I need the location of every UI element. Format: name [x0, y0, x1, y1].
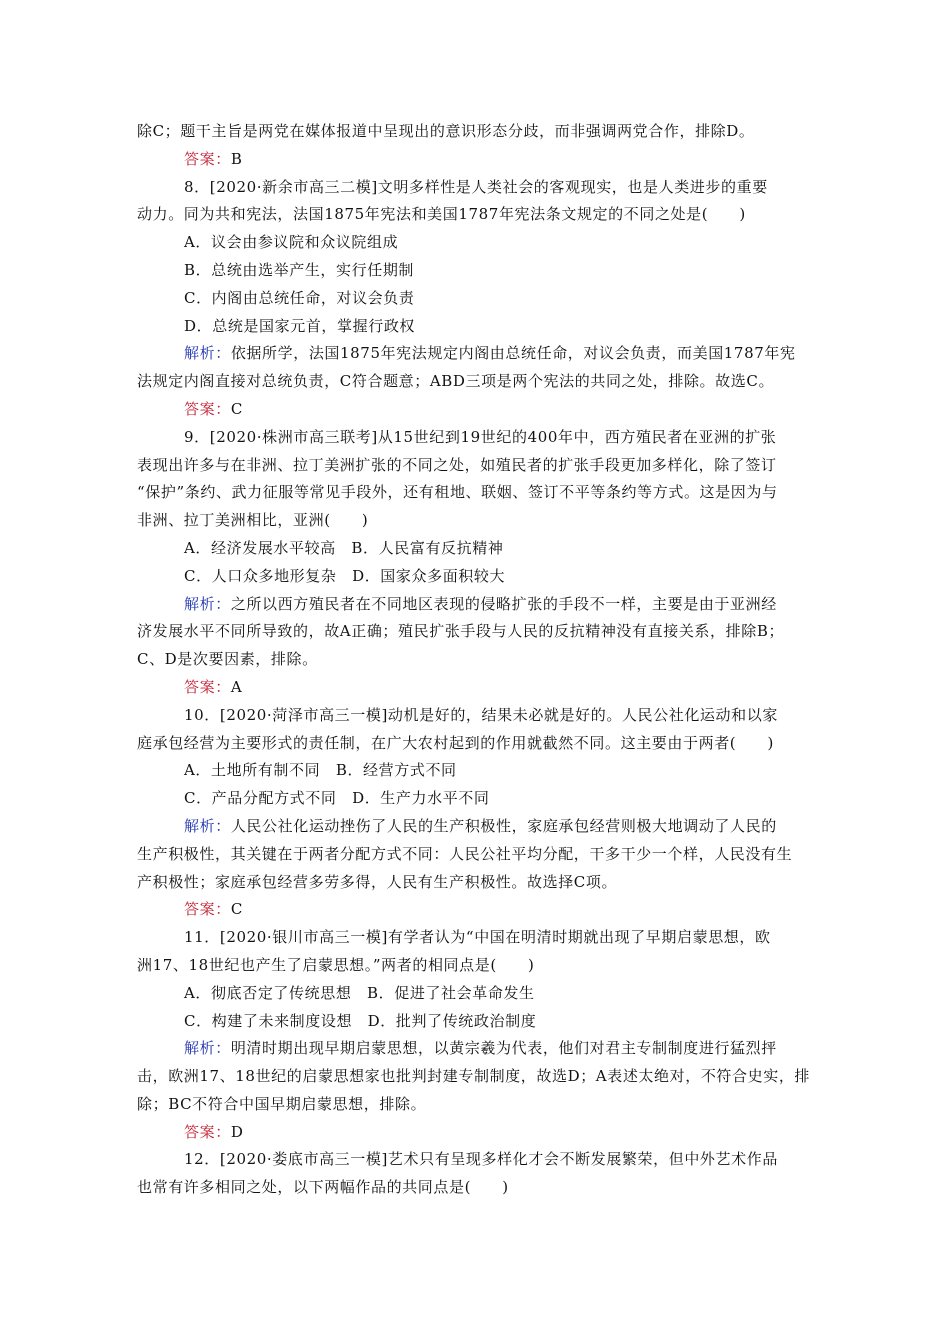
question-8-option-a: A．议会由参议院和众议院组成 — [184, 233, 399, 252]
question-11-stem-line-1: 11．[2020·银川市高三一模]有学者认为“中国在明清时期就出现了早期启蒙思想，欧 — [184, 928, 771, 947]
analysis-text: 之所以西方殖民者在不同地区表现的侵略扩张的手段不一样，主要是由于亚洲经 — [230, 594, 777, 613]
answer-label: 答案： — [184, 399, 231, 418]
answer-value: C — [230, 399, 243, 418]
question-10-analysis-line-3: 产积极性；家庭承包经营多劳多得，人民有生产积极性。故选择C项。 — [137, 872, 618, 891]
answer-line — [137, 146, 817, 174]
question-11-stem-line-2: 洲17、18世纪也产生了启蒙思想。”两者的相同点是( ) — [137, 955, 535, 974]
question-9-analysis-line-1 — [137, 591, 817, 619]
question-8-analysis-line-1 — [137, 340, 817, 368]
question-8-stem-line-1: 8．[2020·新余市高三二模]文明多样性是人类社会的客观现实，也是人类进步的重要 — [184, 177, 768, 196]
analysis-label: 解析： — [184, 344, 231, 363]
analysis-label: 解析： — [184, 1039, 231, 1058]
answer-value: B — [230, 149, 243, 168]
previous-question-tail: 除C；题干主旨是两党在媒体报道中呈现出的意识形态分歧，而非强调两党合作，排除D。 — [137, 122, 755, 140]
question-9-answer — [137, 674, 817, 702]
question-9-stem-line-3: “保护”条约、武力征服等常见手段外，还有租地、联姻、签订不平等条约等方式。这是因为与 — [137, 483, 778, 502]
question-9-stem-line-1: 9．[2020·株洲市高三联考]从15世纪到19世纪的400年中，西方殖民者在亚洲的扩张 — [184, 427, 777, 446]
analysis-text: 明清时期出现早期启蒙思想，以黄宗羲为代表，他们对君主专制制度进行猛烈抨 — [230, 1039, 777, 1058]
question-10-options-ab: A．土地所有制不同 B．经营方式不同 — [184, 761, 457, 780]
question-9-analysis-line-2: 济发展水平不同所导致的，故A正确；殖民扩张手段与人民的反抗精神没有直接关系，排除B； — [137, 622, 785, 641]
answer-label: 答案： — [184, 900, 231, 919]
question-11-options-cd: C．构建了未来制度设想 D．批判了传统政治制度 — [184, 1011, 537, 1030]
analysis-text: 依据所学，法国1875年宪法规定内阁由总统任命，对议会负责，而美国1787年宪 — [230, 344, 796, 363]
question-11-analysis-line-2: 击，欧洲17、18世纪的启蒙思想家也批判封建专制制度，故选D；A表述太绝对，不符合史实，排 — [137, 1067, 811, 1086]
question-9-stem-line-2: 表现出许多与在非洲、拉丁美洲扩张的不同之处，如殖民者的扩张手段更加多样化，除了签订 — [137, 455, 777, 474]
answer-label: 答案： — [184, 149, 231, 168]
answer-label: 答案： — [184, 1122, 231, 1141]
document-body — [137, 118, 817, 1202]
answer-value: D — [230, 1122, 244, 1141]
question-10-analysis-line-2: 生产积极性，其关键在于两者分配方式不同：人民公社平均分配，干多干少一个样，人民没有生 — [137, 844, 793, 863]
question-9-options-ab: A．经济发展水平较高 B．人民富有反抗精神 — [184, 538, 504, 557]
question-11-options-ab: A．彻底否定了传统思想 B．促进了社会革命发生 — [184, 983, 535, 1002]
answer-value: C — [230, 900, 243, 919]
question-9-options-cd: C．人口众多地形复杂 D．国家众多面积较大 — [184, 566, 506, 585]
analysis-text: 人民公社化运动挫伤了人民的生产积极性，家庭承包经营则极大地调动了人民的 — [230, 816, 777, 835]
analysis-label: 解析： — [184, 816, 231, 835]
question-10-options-cd: C．产品分配方式不同 D．生产力水平不同 — [184, 789, 490, 808]
question-11-analysis-line-3: 除；BC不符合中国早期启蒙思想，排除。 — [137, 1094, 427, 1113]
question-10-analysis-line-1 — [137, 813, 817, 841]
answer-value: A — [230, 677, 243, 696]
answer-label: 答案： — [184, 677, 231, 696]
question-8-option-b: B．总统由选举产生，实行任期制 — [184, 260, 415, 279]
question-11-analysis-line-1 — [137, 1035, 817, 1063]
question-10-answer — [137, 896, 817, 924]
question-8-stem-line-2: 动力。同为共和宪法，法国1875年宪法和美国1787年宪法条文规定的不同之处是( ) — [137, 205, 746, 224]
question-10-stem-line-2: 庭承包经营为主要形式的责任制，在广大农村起到的作用就截然不同。这主要由于两者( ) — [137, 733, 774, 752]
question-8-answer — [137, 396, 817, 424]
question-11-answer — [137, 1119, 817, 1147]
question-9-stem-line-4: 非洲、拉丁美洲相比，亚洲( ) — [137, 511, 369, 530]
question-12-stem-line-1: 12．[2020·娄底市高三一模]艺术只有呈现多样化才会不断发展繁荣，但中外艺术作品 — [184, 1150, 778, 1169]
analysis-label: 解析： — [184, 594, 231, 613]
question-8-option-d: D．总统是国家元首，掌握行政权 — [184, 316, 416, 335]
question-10-stem-line-1: 10．[2020·菏泽市高三一模]动机是好的，结果未必就是好的。人民公社化运动和以家 — [184, 705, 778, 724]
question-12-stem-line-2: 也常有许多相同之处，以下两幅作品的共同点是( ) — [137, 1178, 509, 1197]
question-8-analysis-line-2: 法规定内阁直接对总统负责，C符合题意；ABD三项是两个宪法的共同之处，排除。故选C。 — [137, 372, 775, 391]
question-8-option-c: C．内阁由总统任命，对议会负责 — [184, 288, 415, 307]
question-9-analysis-line-3: C、D是次要因素，排除。 — [137, 650, 318, 669]
